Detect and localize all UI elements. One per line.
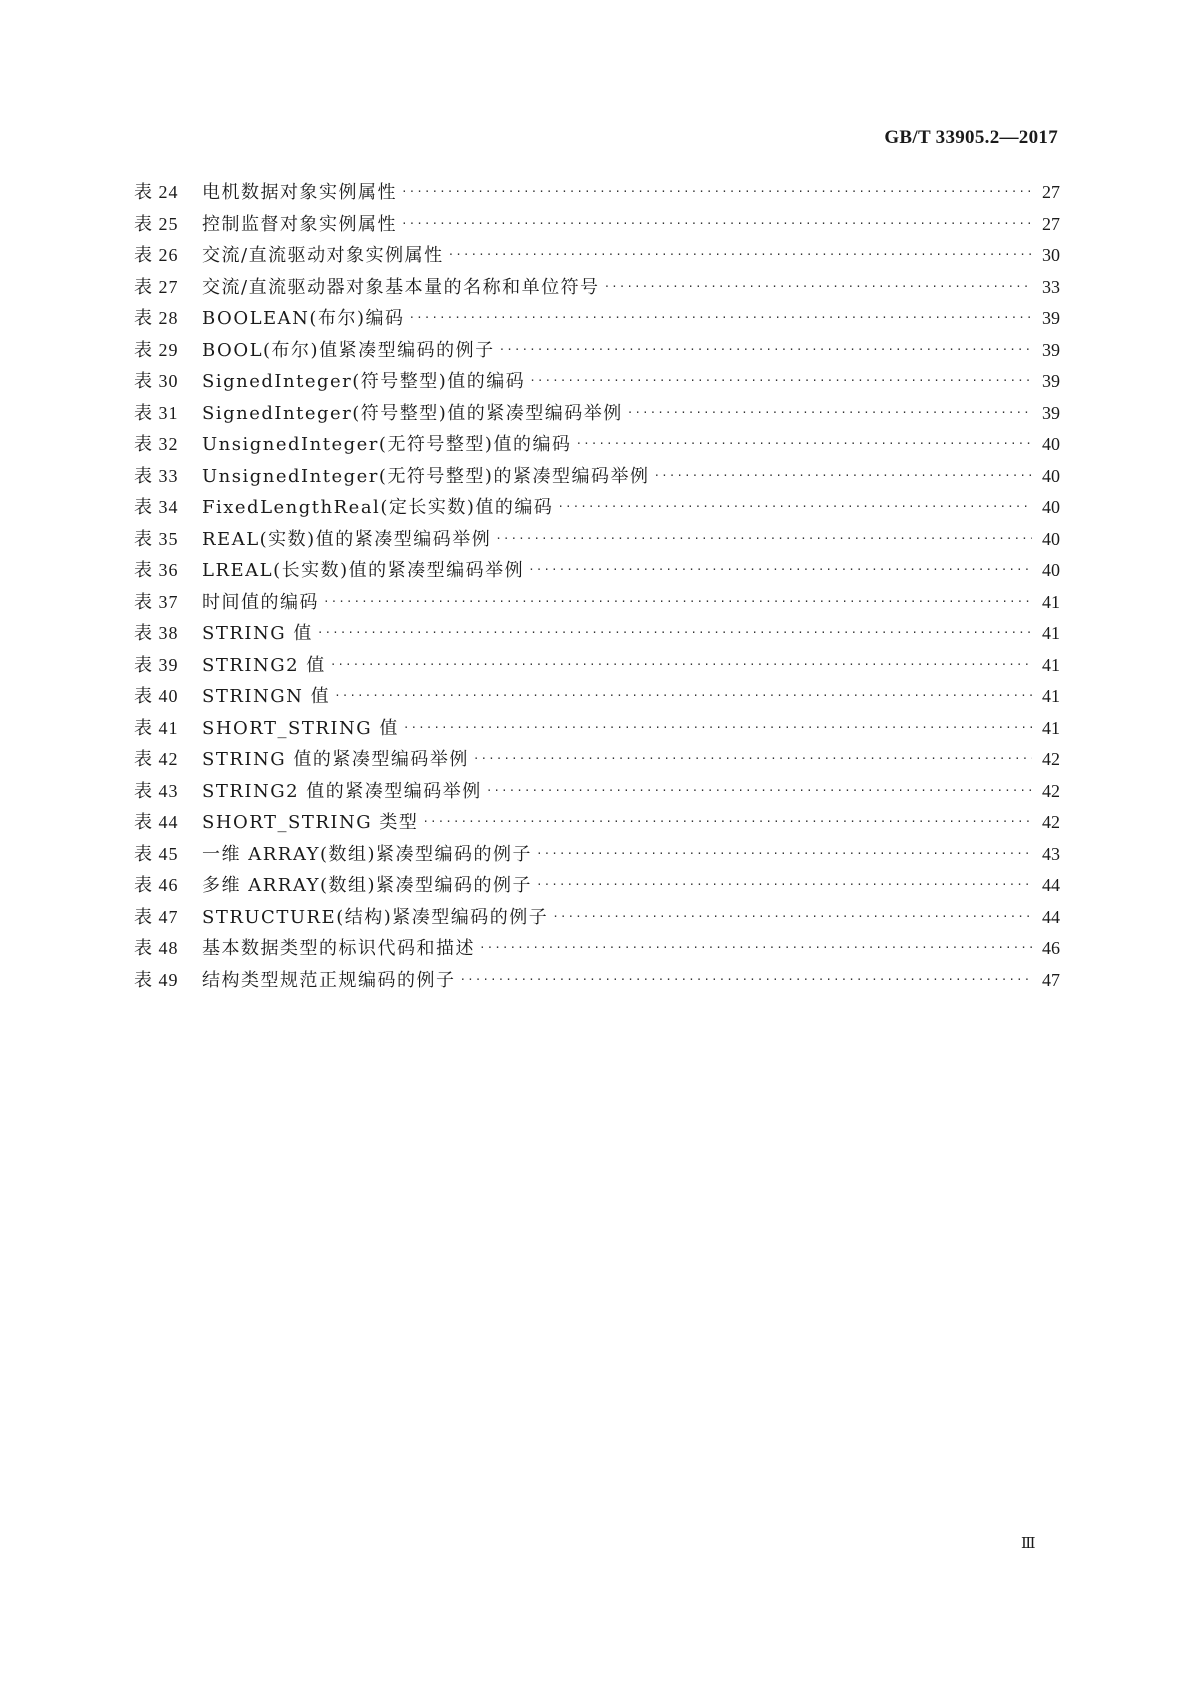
toc-entry-number: 表 26 — [134, 245, 179, 265]
toc-entry-number: 表 38 — [134, 623, 179, 643]
toc-dot-leader — [552, 910, 1032, 923]
toc-entry-page: 42 — [1042, 780, 1060, 801]
toc-entry-number: 表 49 — [134, 969, 179, 990]
toc-entry-title: STRING 值的紧凑型编码举例 — [202, 749, 469, 770]
toc-entry-number: 表 24 — [134, 182, 179, 202]
toc-entry[interactable] — [134, 367, 1060, 399]
toc-entry[interactable] — [134, 777, 1060, 809]
toc-entry[interactable] — [134, 903, 1060, 935]
toc-dot-leader — [536, 878, 1032, 891]
toc-entry-title: SHORT_STRING 类型 — [202, 812, 419, 833]
toc-dot-leader — [334, 689, 1032, 702]
toc-entry-page: 39 — [1042, 339, 1060, 360]
toc-dot-leader — [653, 469, 1032, 482]
toc-entry-number: 表 29 — [134, 339, 179, 360]
toc-entry-page: 41 — [1042, 623, 1060, 643]
page-number: Ⅲ — [1021, 1536, 1036, 1552]
toc-entry-number: 表 48 — [134, 938, 179, 958]
toc-entry-page: 27 — [1042, 182, 1060, 202]
toc-entry-title: STRING 值 — [202, 623, 313, 644]
toc-entry-number: 表 40 — [134, 686, 179, 706]
toc-entry[interactable] — [134, 808, 1060, 840]
toc-entry[interactable] — [134, 745, 1060, 777]
toc-entry-title: REAL(实数)值的紧凑型编码举例 — [202, 528, 492, 550]
toc-dot-leader — [408, 311, 1032, 324]
toc-entry-page: 39 — [1042, 308, 1060, 328]
toc-dot-leader — [473, 752, 1032, 765]
toc-entry-number: 表 41 — [134, 717, 179, 738]
toc-entry-title: 结构类型规范正规编码的例子 — [202, 969, 456, 991]
toc-entry[interactable] — [134, 714, 1060, 746]
toc-dot-leader — [557, 500, 1032, 513]
toc-entry-page: 43 — [1042, 843, 1060, 864]
toc-entry-title: 一维 ARRAY(数组)紧凑型编码的例子 — [202, 843, 533, 865]
toc-entry-title: 交流/直流驱动器对象基本量的名称和单位符号 — [202, 276, 600, 298]
toc-entry-number: 表 42 — [134, 749, 179, 769]
toc-entry-title: STRINGN 值 — [202, 686, 331, 707]
toc-entry[interactable] — [134, 840, 1060, 872]
toc-dot-leader — [422, 815, 1032, 828]
toc-entry-title: SignedInteger(符号整型)值的编码 — [202, 371, 526, 392]
toc-entry-title: 基本数据类型的标识代码和描述 — [202, 938, 475, 959]
toc-dot-leader — [486, 784, 1032, 797]
toc-entry-page: 30 — [1042, 245, 1060, 265]
toc-entry[interactable] — [134, 619, 1060, 651]
toc-entry-title: 时间值的编码 — [202, 591, 319, 613]
toc-entry-number: 表 31 — [134, 402, 179, 423]
toc-dot-leader — [401, 217, 1032, 230]
toc-entry-number: 表 34 — [134, 497, 179, 517]
toc-entry-title: 交流/直流驱动对象实例属性 — [202, 245, 444, 266]
toc-entry-page: 40 — [1042, 497, 1060, 517]
toc-dot-leader — [479, 941, 1032, 954]
toc-entry-page: 40 — [1042, 560, 1060, 580]
toc-entry-title: 电机数据对象实例属性 — [202, 182, 397, 203]
toc-entry-page: 27 — [1042, 213, 1060, 234]
toc-entry-title: STRING2 值的紧凑型编码举例 — [202, 780, 482, 802]
toc-entry-title: SignedInteger(符号整型)值的紧凑型编码举例 — [202, 402, 623, 424]
toc-entry[interactable] — [134, 304, 1060, 336]
toc-dot-leader — [323, 595, 1032, 608]
toc-dot-leader — [317, 626, 1032, 639]
toc-entry[interactable] — [134, 273, 1060, 305]
toc-dot-leader — [495, 532, 1032, 545]
toc-dot-leader — [460, 973, 1033, 986]
toc-entry-page: 40 — [1042, 465, 1060, 486]
toc-entry-title: 多维 ARRAY(数组)紧凑型编码的例子 — [202, 875, 533, 896]
toc-entry[interactable] — [134, 462, 1060, 494]
toc-entry-number: 表 30 — [134, 371, 179, 391]
toc-dot-leader — [575, 437, 1032, 450]
toc-entry-number: 表 44 — [134, 812, 179, 832]
toc-entry-page: 41 — [1042, 686, 1060, 706]
toc-dot-leader — [627, 406, 1032, 419]
toc-entry-number: 表 35 — [134, 528, 179, 549]
toc-entry-page: 39 — [1042, 402, 1060, 423]
toc-dot-leader — [448, 248, 1032, 261]
toc-entry[interactable] — [134, 651, 1060, 683]
toc-dot-leader — [604, 280, 1032, 293]
toc-entry-title: SHORT_STRING 值 — [202, 717, 399, 739]
toc-entry-number: 表 27 — [134, 276, 179, 297]
toc-entry-page: 40 — [1042, 434, 1060, 454]
toc-entry-page: 39 — [1042, 371, 1060, 391]
toc-entry-title: STRING2 值 — [202, 654, 326, 676]
toc-entry-page: 47 — [1042, 969, 1060, 990]
toc-entry-page: 42 — [1042, 812, 1060, 832]
toc-entry-number: 表 46 — [134, 875, 179, 895]
toc-entry[interactable] — [134, 588, 1060, 620]
toc-entry[interactable] — [134, 399, 1060, 431]
toc-dot-leader — [499, 343, 1032, 356]
toc-entry-page: 41 — [1042, 654, 1060, 675]
toc-entry[interactable] — [134, 966, 1060, 998]
toc-entry-number: 表 33 — [134, 465, 179, 486]
toc-entry-page: 41 — [1042, 591, 1060, 612]
toc-dot-leader — [401, 185, 1032, 198]
toc-entry-title: FixedLengthReal(定长实数)值的编码 — [202, 497, 554, 518]
table-of-contents — [134, 178, 1060, 997]
toc-entry-page: 40 — [1042, 528, 1060, 549]
toc-entry-title: UnsignedInteger(无符号整型)值的编码 — [202, 434, 572, 455]
toc-entry-number: 表 43 — [134, 780, 179, 801]
toc-entry[interactable] — [134, 525, 1060, 557]
toc-dot-leader — [403, 721, 1032, 734]
toc-entry-number: 表 37 — [134, 591, 179, 612]
toc-entry-page: 41 — [1042, 717, 1060, 738]
toc-entry-page: 44 — [1042, 906, 1060, 927]
toc-entry[interactable] — [134, 430, 1060, 462]
toc-entry[interactable] — [134, 556, 1060, 588]
toc-entry-page: 42 — [1042, 749, 1060, 769]
toc-entry-title: BOOLEAN(布尔)编码 — [202, 308, 405, 329]
toc-dot-leader — [529, 374, 1032, 387]
toc-entry-number: 表 32 — [134, 434, 179, 454]
toc-entry-number: 表 47 — [134, 906, 179, 927]
toc-entry[interactable] — [134, 336, 1060, 368]
toc-entry-number: 表 39 — [134, 654, 179, 675]
toc-entry-title: STRUCTURE(结构)紧凑型编码的例子 — [202, 906, 549, 928]
toc-entry[interactable] — [134, 493, 1060, 525]
toc-entry-title: BOOL(布尔)值紧凑型编码的例子 — [202, 339, 495, 361]
toc-dot-leader — [536, 847, 1032, 860]
toc-entry[interactable] — [134, 871, 1060, 903]
standard-code: GB/T 33905.2—2017 — [884, 127, 1058, 148]
toc-entry-page: 46 — [1042, 938, 1060, 958]
toc-dot-leader — [528, 563, 1032, 576]
toc-entry[interactable] — [134, 241, 1060, 273]
toc-entry-title: UnsignedInteger(无符号整型)的紧凑型编码举例 — [202, 465, 650, 487]
toc-entry-title: 控制监督对象实例属性 — [202, 213, 397, 235]
toc-entry-number: 表 36 — [134, 560, 179, 580]
toc-entry-title: LREAL(长实数)值的紧凑型编码举例 — [202, 560, 525, 581]
toc-entry[interactable] — [134, 178, 1060, 210]
toc-entry[interactable] — [134, 934, 1060, 966]
toc-dot-leader — [330, 658, 1032, 671]
toc-entry-page: 44 — [1042, 875, 1060, 895]
toc-entry-number: 表 45 — [134, 843, 179, 864]
toc-entry-number: 表 25 — [134, 213, 179, 234]
toc-entry-number: 表 28 — [134, 308, 179, 328]
toc-entry[interactable] — [134, 682, 1060, 714]
toc-entry[interactable] — [134, 210, 1060, 242]
toc-entry-page: 33 — [1042, 276, 1060, 297]
